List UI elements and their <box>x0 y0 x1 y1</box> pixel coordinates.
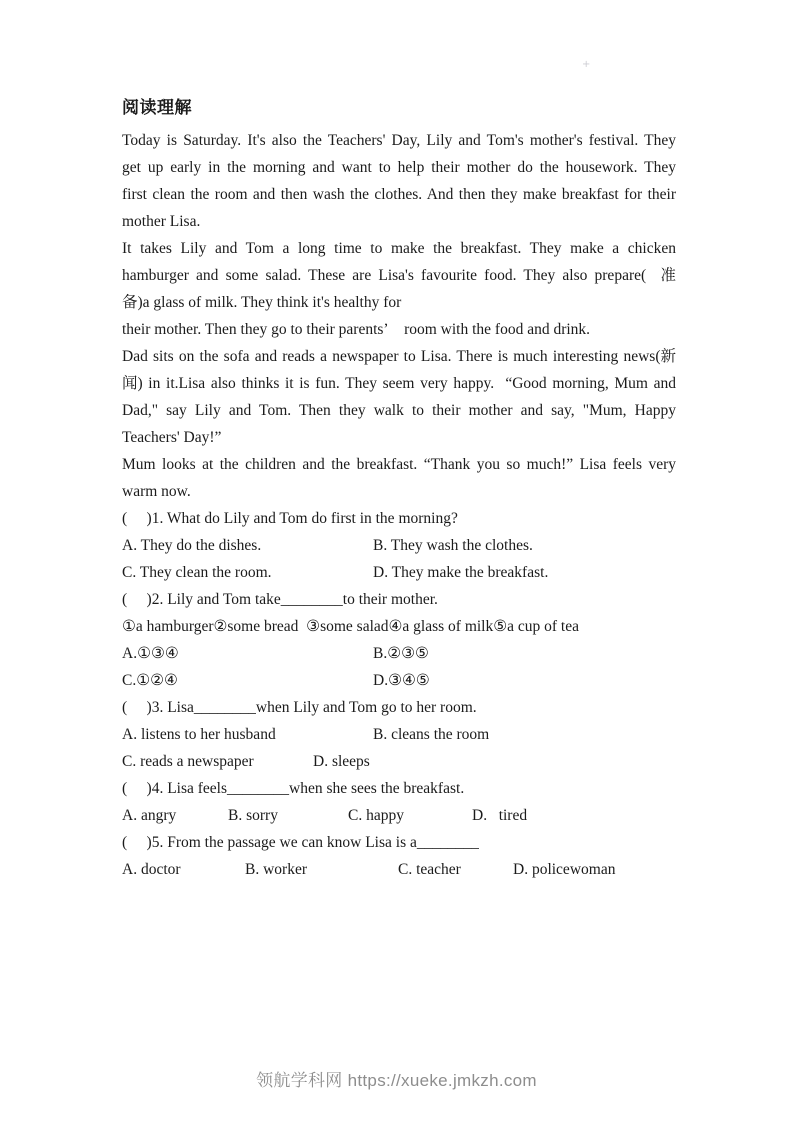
passage-line <box>122 235 676 262</box>
options-line <box>122 802 676 829</box>
scan-artifact-mark: + <box>582 59 591 70</box>
document-content <box>122 94 676 883</box>
option-item: A. They do the dishes. <box>122 537 262 554</box>
passage-line <box>122 262 676 289</box>
option-item: D.③④⑤ <box>373 672 430 689</box>
list-text: ①a hamburger②some bread ③some salad④a glass of milk⑤a cup of tea <box>122 618 579 635</box>
question-line <box>122 775 676 802</box>
options-line <box>122 667 676 694</box>
passage-line <box>122 208 676 235</box>
option-item: B. They wash the clothes. <box>373 537 533 554</box>
document-lines <box>122 127 676 883</box>
option-item: D. policewoman <box>513 861 616 878</box>
question-text: ( )4. Lisa feels________when she sees the breakfast. <box>122 780 465 797</box>
passage-line <box>122 289 676 316</box>
question-line <box>122 694 676 721</box>
passage-line <box>122 424 676 451</box>
options-line <box>122 559 676 586</box>
passage-text: It takes Lily and Tom a long time to make the breakfast. They make a chicken <box>122 240 676 257</box>
option-item: A. listens to her husband <box>122 726 276 743</box>
list-line <box>122 613 676 640</box>
passage-line <box>122 316 676 343</box>
option-item: D. They make the breakfast. <box>373 564 549 581</box>
passage-text: mother Lisa. <box>122 213 201 230</box>
options-line <box>122 640 676 667</box>
question-text: ( )2. Lily and Tom take________to their mother. <box>122 591 438 608</box>
options-line <box>122 721 676 748</box>
option-item: D. sleeps <box>313 753 370 770</box>
question-line <box>122 505 676 532</box>
passage-text: Today is Saturday. It's also the Teachers' Day, Lily and Tom's mother's festival. They <box>122 132 676 149</box>
option-item: A. doctor <box>122 861 181 878</box>
question-text: ( )5. From the passage we can know Lisa is a________ <box>122 834 479 851</box>
passage-text: warm now. <box>122 483 191 500</box>
option-item: C. teacher <box>398 861 461 878</box>
option-item: C. happy <box>348 807 404 824</box>
passage-text: Teachers' Day!” <box>122 429 222 446</box>
options-line <box>122 856 676 883</box>
passage-line <box>122 397 676 424</box>
question-line <box>122 586 676 613</box>
option-item: D. tired <box>472 807 528 824</box>
option-item: B. sorry <box>228 807 278 824</box>
passage-text: Dad sits on the sofa and reads a newspaper to Lisa. There is much interesting news(新 <box>122 348 676 365</box>
passage-text: hamburger and some salad. These are Lisa's favourite food. They also prepare( 准 <box>122 267 676 284</box>
options-line <box>122 748 676 775</box>
watermark-footer: 领航学科网 https://xueke.jmkzh.com <box>256 1071 537 1090</box>
option-item: C. reads a newspaper <box>122 753 254 770</box>
option-item: C. They clean the room. <box>122 564 272 581</box>
section-title: 阅读理解 <box>122 98 192 117</box>
passage-text: 闻) in it.Lisa also thinks it is fun. They seem very happy. “Good morning, Mum and <box>122 375 676 392</box>
passage-line <box>122 478 676 505</box>
passage-text: Dad," say Lily and Tom. Then they walk to their mother and say, "Mum, Happy <box>122 402 676 419</box>
passage-line <box>122 343 676 370</box>
passage-line <box>122 154 676 181</box>
question-text: ( )1. What do Lily and Tom do first in the morning? <box>122 510 458 527</box>
option-item: A. angry <box>122 807 177 824</box>
passage-text: get up early in the morning and want to help their mother do the housework. They <box>122 159 676 176</box>
option-item: B. worker <box>245 861 307 878</box>
passage-text: their mother. Then they go to their parents’ room with the food and drink. <box>122 321 591 338</box>
option-item: B.②③⑤ <box>373 645 429 662</box>
question-text: ( )3. Lisa________when Lily and Tom go to her room. <box>122 699 477 716</box>
passage-text: first clean the room and then wash the clothes. And then they make breakfast for their <box>122 186 676 203</box>
option-item: B. cleans the room <box>373 726 490 743</box>
option-item: C.①②④ <box>122 672 178 689</box>
option-item: A.①③④ <box>122 645 179 662</box>
passage-line <box>122 181 676 208</box>
passage-text: Mum looks at the children and the breakfast. “Thank you so much!” Lisa feels very <box>122 456 676 473</box>
passage-line <box>122 370 676 397</box>
options-line <box>122 532 676 559</box>
passage-line <box>122 127 676 154</box>
passage-line <box>122 451 676 478</box>
question-line <box>122 829 676 856</box>
passage-text: 备)a glass of milk. They think it's healthy for <box>122 294 402 311</box>
